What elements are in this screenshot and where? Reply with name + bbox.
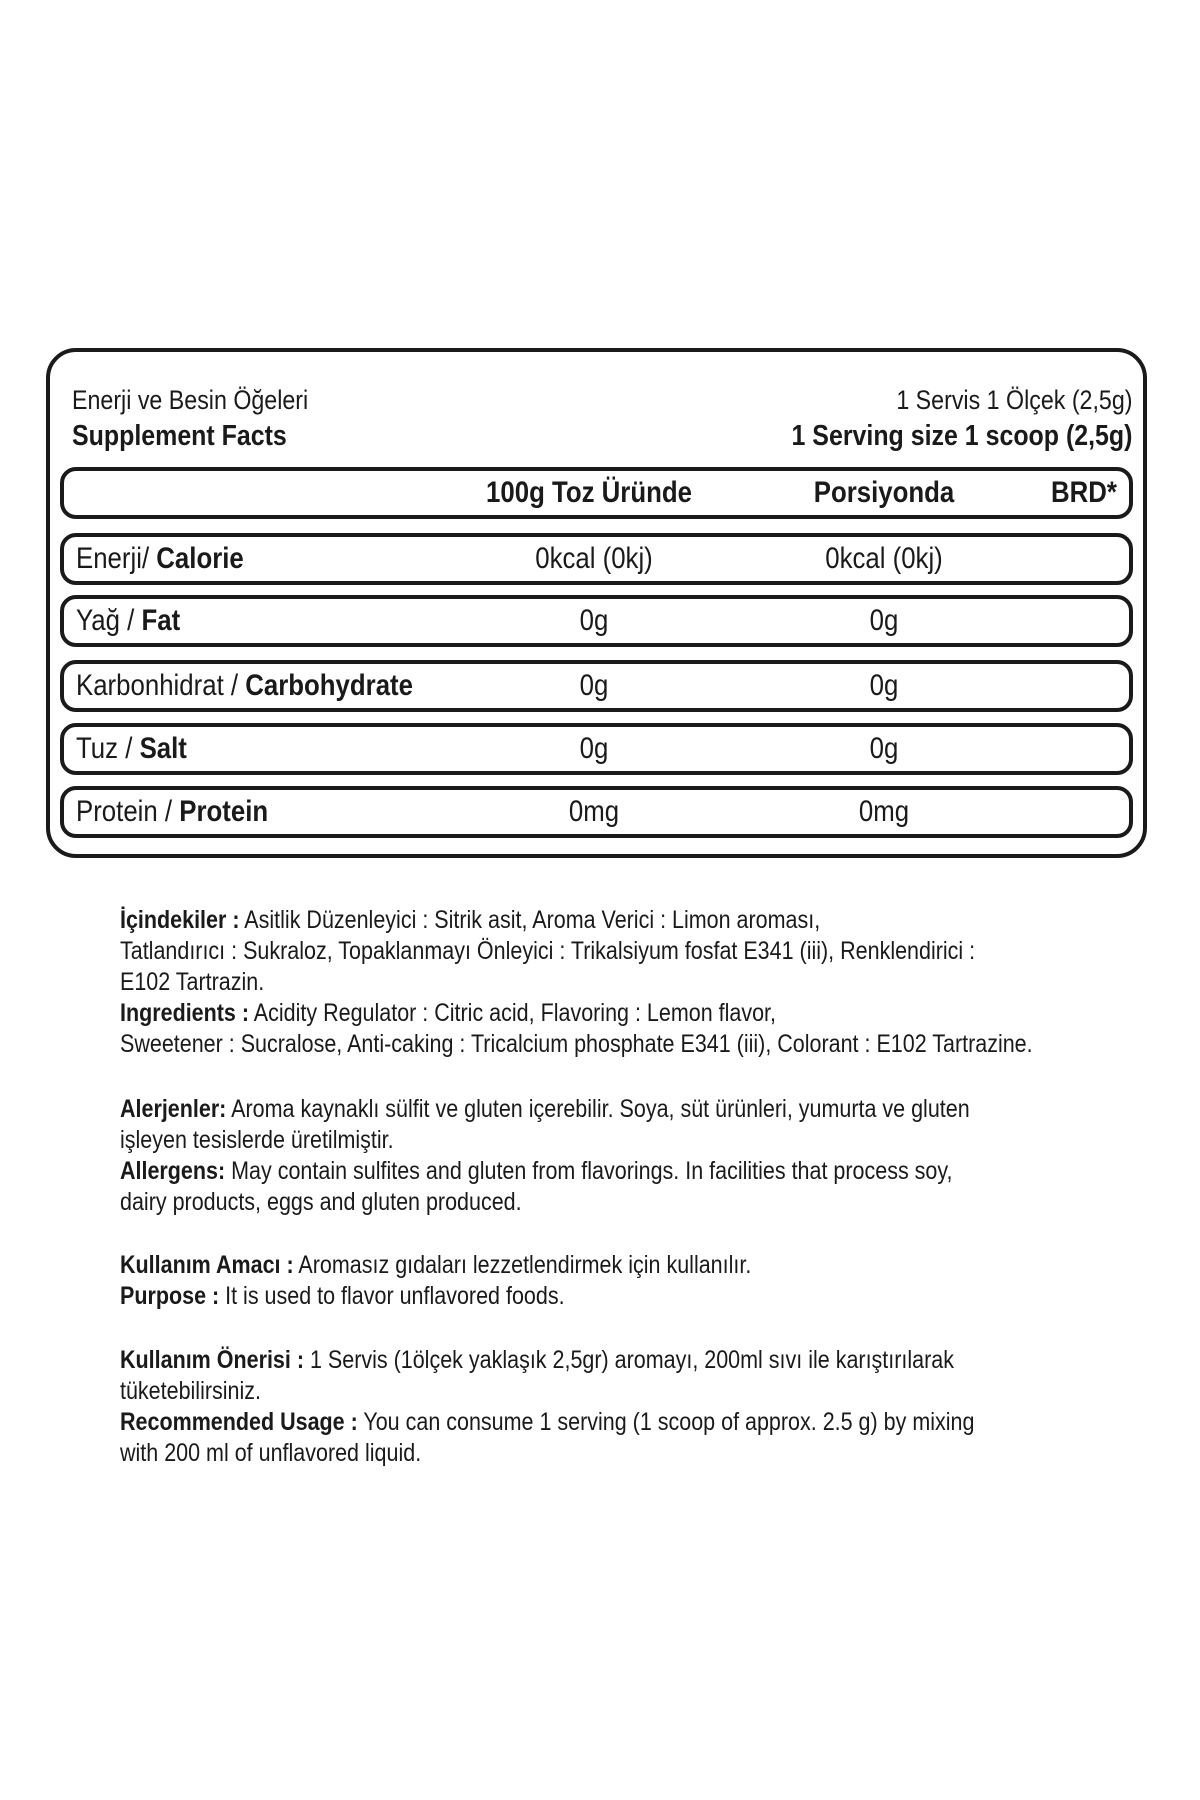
value-per-100g: 0g	[579, 669, 609, 702]
value-portion: 0g	[869, 669, 899, 702]
value-per-100g: 0kcal (0kj)	[535, 542, 653, 575]
ingredients-en-line1: Acidity Regulator : Citric acid, Flavoring : Lemon flavor,	[253, 999, 777, 1027]
title-en: Supplement Facts	[72, 420, 287, 452]
allergens-section	[120, 1094, 1120, 1218]
allergens-tr-label: Alerjenler:	[120, 1095, 227, 1123]
purpose-tr-text: Aromasız gıdaları lezzetlendirmek için kullanılır.	[298, 1251, 752, 1279]
allergens-en-label: Allergens:	[120, 1157, 226, 1185]
value-portion: 0mg	[858, 795, 910, 828]
value-portion: 0g	[869, 604, 899, 637]
usage-en-line1: You can consume 1 serving (1 scoop of approx. 2.5 g) by mixing	[363, 1408, 975, 1436]
usage-en-line2: with 200 ml of unflavored liquid.	[120, 1439, 422, 1467]
ingredients-tr-line2: Tatlandırıcı : Sukraloz, Topaklanmayı Önleyici : Trikalsiyum fosfat E341 (iii), Renklendirici :	[120, 937, 976, 965]
column-header-100g: 100g Toz Üründe	[486, 476, 692, 509]
value-per-100g: 0mg	[568, 795, 620, 828]
row-label: Tuz / Salt	[76, 732, 187, 765]
ingredients-tr-line1: Asitlik Düzenleyici : Sitrik asit, Aroma Verici : Limon aroması,	[244, 906, 821, 934]
column-header-portion: Porsiyonda	[813, 476, 955, 509]
usage-section	[120, 1345, 1120, 1469]
allergens-en-line1: May contain sulfites and gluten from flavorings. In facilities that process soy,	[231, 1157, 953, 1185]
allergens-en-line2: dairy products, eggs and gluten produced.	[120, 1188, 522, 1216]
purpose-en-label: Purpose :	[120, 1282, 220, 1310]
row-label: Karbonhidrat / Carbohydrate	[76, 669, 413, 702]
ingredients-en-line2: Sweetener : Sucralose, Anti-caking : Tricalcium phosphate E341 (iii), Colorant : E102 Tartrazine.	[120, 1030, 1033, 1058]
row-label: Yağ / Fat	[76, 604, 181, 637]
serving-info	[736, 382, 1132, 454]
table-row	[60, 595, 1133, 647]
table-row	[60, 533, 1133, 585]
panel-title	[72, 382, 347, 454]
title-tr: Enerji ve Besin Öğeleri	[72, 385, 309, 415]
allergens-tr-line2: işleyen tesislerde üretilmiştir.	[120, 1126, 394, 1154]
value-per-100g: 0g	[579, 732, 609, 765]
table-row	[60, 660, 1133, 712]
usage-tr-line1: 1 Servis (1ölçek yaklaşık 2,5gr) aromayı, 200ml sıvı ile karıştırılarak	[309, 1346, 954, 1374]
row-label: Enerji/ Calorie	[76, 542, 244, 575]
ingredients-en-label: Ingredients :	[120, 999, 250, 1027]
ingredients-section	[120, 905, 1120, 1060]
usage-en-label: Recommended Usage :	[120, 1408, 358, 1436]
serving-en: 1 Serving size 1 scoop (2,5g)	[791, 420, 1132, 452]
purpose-en-text: It is used to flavor unflavored foods.	[225, 1282, 565, 1310]
table-header-row	[60, 467, 1133, 519]
ingredients-tr-line3: E102 Tartrazin.	[120, 968, 265, 996]
value-portion: 0kcal (0kj)	[825, 542, 943, 575]
table-row	[60, 723, 1133, 775]
value-portion: 0g	[869, 732, 899, 765]
serving-tr: 1 Servis 1 Ölçek (2,5g)	[895, 385, 1132, 415]
value-per-100g: 0g	[579, 604, 609, 637]
table-row	[60, 786, 1133, 838]
purpose-section	[120, 1250, 1120, 1312]
allergens-tr-line1: Aroma kaynaklı sülfit ve gluten içerebilir. Soya, süt ürünleri, yumurta ve gluten	[231, 1095, 970, 1123]
column-header-brd: BRD*	[1051, 476, 1117, 509]
purpose-tr-label: Kullanım Amacı :	[120, 1251, 294, 1279]
usage-tr-line2: tüketebilirsiniz.	[120, 1377, 261, 1405]
usage-tr-label: Kullanım Önerisi :	[120, 1346, 304, 1374]
ingredients-tr-label: İçindekiler :	[120, 906, 240, 934]
row-label: Protein / Protein	[76, 795, 269, 828]
